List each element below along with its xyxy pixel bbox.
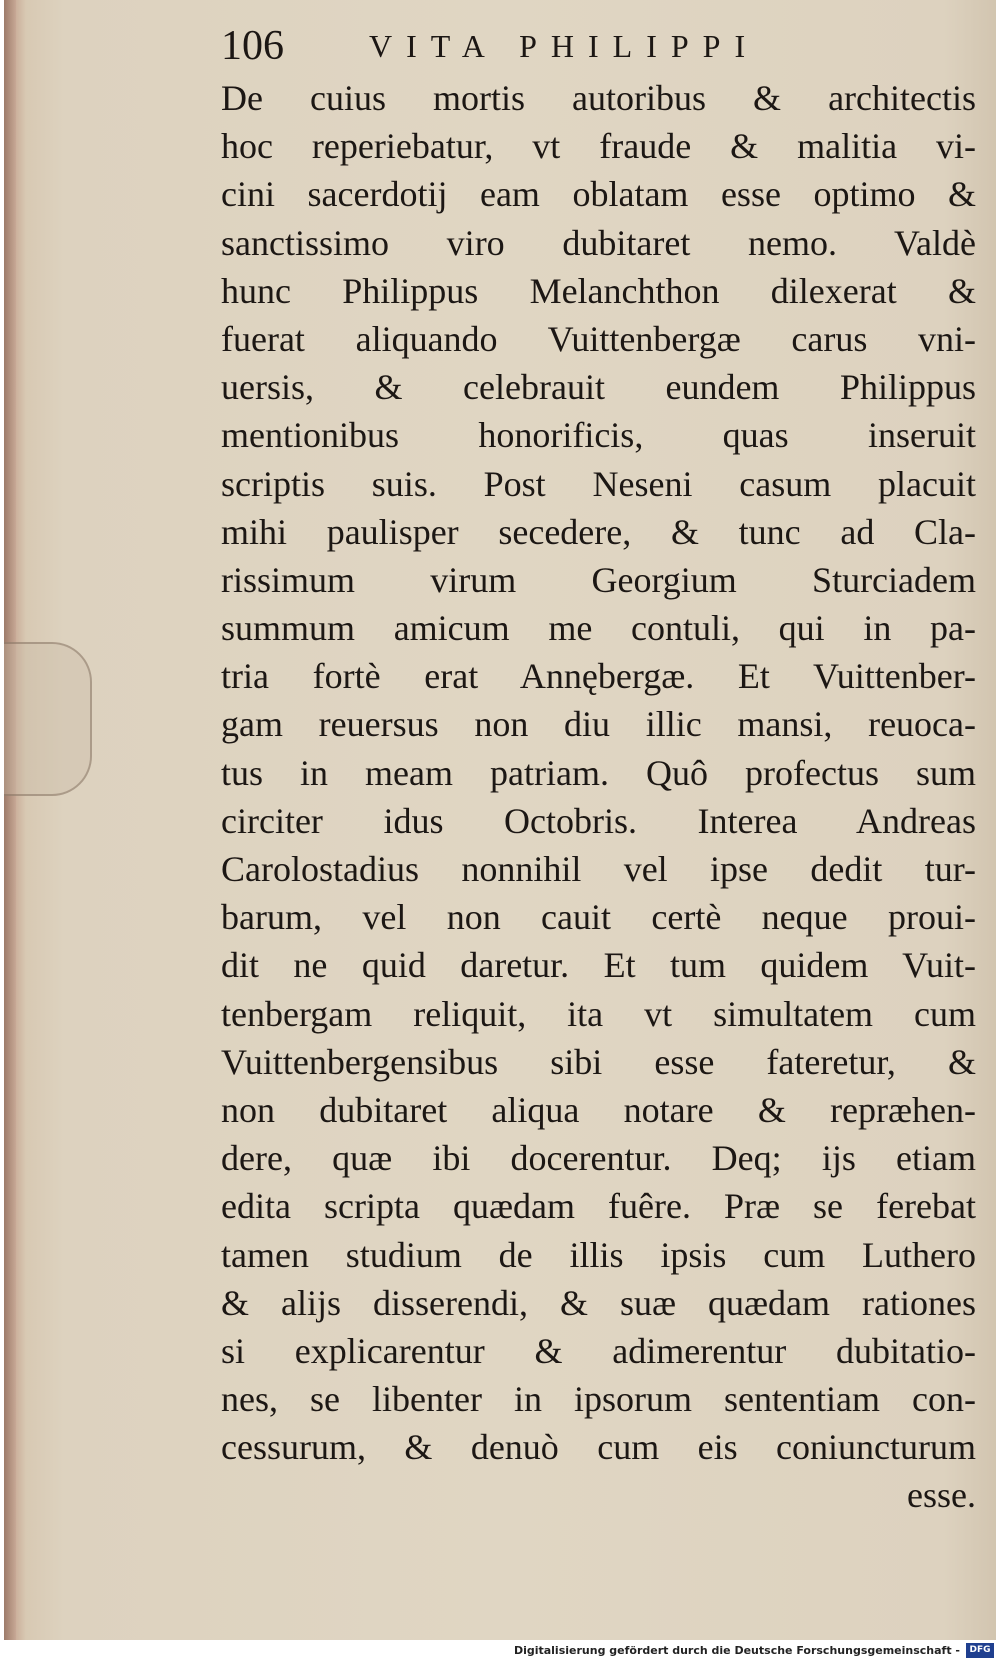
text-line: De cuius mortis autoribus & architectis bbox=[221, 78, 976, 118]
text-line: & alijs disserendi, & suæ quædam rationes bbox=[221, 1282, 976, 1323]
catchword-line: esse. bbox=[907, 1475, 976, 1516]
footer-bar bbox=[0, 1640, 1000, 1664]
text-line: gam reuersus non diu illic mansi, reuoca- bbox=[221, 704, 976, 745]
page-header bbox=[221, 22, 981, 72]
dfg-logo: DFG bbox=[966, 1643, 994, 1658]
text-line: cini sacerdotij eam oblatam esse optimo & bbox=[221, 174, 976, 215]
text-line: rissimum virum Georgium Sturciadem bbox=[221, 559, 976, 600]
book-page bbox=[4, 0, 996, 1640]
body-text bbox=[221, 74, 976, 1520]
text-line: tamen studium de illis ipsis cum Luthero bbox=[221, 1234, 976, 1275]
text-line: mihi paulisper secedere, & tunc ad Cla- bbox=[221, 511, 976, 552]
text-line: edita scripta quædam fuêre. Præ se ferebat bbox=[221, 1186, 976, 1227]
page-number: 106 bbox=[221, 23, 284, 69]
running-head: VITA PHILIPPI bbox=[369, 28, 760, 64]
text-line: Carolostadius nonnihil vel ipse dedit tur- bbox=[221, 849, 976, 889]
text-line: barum, vel non cauit certè neque proui- bbox=[221, 897, 976, 938]
text-line: dit ne quid daretur. Et tum quidem Vuit- bbox=[221, 945, 976, 986]
text-line: circiter idus Octobris. Interea Andreas bbox=[221, 800, 976, 841]
funding-credit: Digitalisierung gefördert durch die Deutsche Forschungsgemeinschaft - bbox=[513, 1644, 960, 1657]
text-line: hoc reperiebatur, vt fraude & malitia vi- bbox=[221, 126, 976, 167]
text-line: uersis, & celebrauit eundem Philippus bbox=[221, 367, 976, 408]
text-line: tenbergam reliquit, ita vt simultatem cum bbox=[221, 993, 976, 1034]
text-line: summum amicum me contuli, qui in pa- bbox=[221, 608, 976, 649]
text-line: non dubitaret aliqua notare & repræhen- bbox=[221, 1089, 976, 1130]
text-line: fuerat aliquando Vuittenbergæ carus vni- bbox=[221, 318, 976, 359]
text-line: si explicarentur & adimerentur dubitatio- bbox=[221, 1330, 976, 1371]
text-line: hunc Philippus Melanchthon dilexerat & bbox=[221, 270, 976, 311]
text-line: tus in meam patriam. Quô profectus sum bbox=[221, 752, 976, 793]
text-line: Vuittenbergensibus sibi esse fateretur, & bbox=[221, 1041, 976, 1082]
text-line: mentionibus honorificis, quas inseruit bbox=[221, 415, 976, 456]
text-line: scriptis suis. Post Neseni casum placuit bbox=[221, 463, 976, 504]
text-line: sanctissimo viro dubitaret nemo. Valdè bbox=[221, 222, 976, 263]
text-line: cessurum, & denuò cum eis coniuncturum bbox=[221, 1427, 976, 1468]
text-line: dere, quæ ibi docerentur. Deq; ijs etiam bbox=[221, 1138, 976, 1179]
text-line: tria fortè erat Annębergæ. Et Vuittenber- bbox=[221, 656, 976, 697]
clasp-strap bbox=[4, 642, 92, 796]
page-edge bbox=[4, 0, 16, 1640]
text-line: nes, se libenter in ipsorum sententiam con- bbox=[221, 1379, 976, 1420]
